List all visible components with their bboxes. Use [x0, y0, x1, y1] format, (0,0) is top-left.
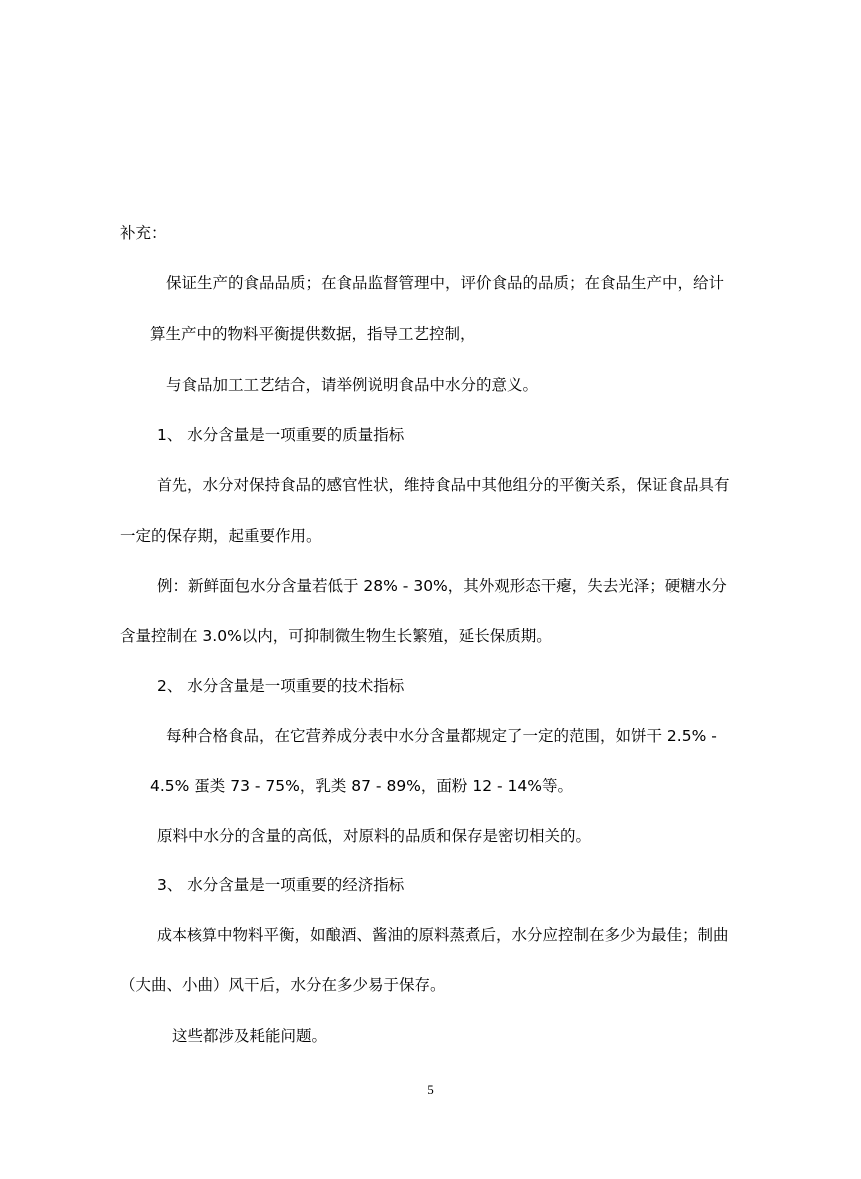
paragraph-line: [157, 474, 730, 496]
supplement-heading: 补充：: [120, 224, 167, 242]
example-line: 例：新鲜面包水分含量若低于 28% - 30%，其外观形态干瘪，失去光泽；硬糖水分: [157, 577, 727, 595]
section-title-economic: 3、 水分含量是一项重要的经济指标: [157, 876, 405, 894]
page-number: 5: [427, 1082, 434, 1097]
intro-rest-text: ，水分对保持食品的感官性状，维持食品中其他组分的平衡关系，保证食品具有: [187, 476, 730, 494]
paragraph-line: 4.5% 蛋类 73 - 75%，乳类 87 - 89%，面粉 12 - 14%等。: [150, 777, 573, 795]
paragraph-line: 这些都涉及耗能问题。: [172, 1027, 328, 1045]
example-line: 含量控制在 3.0%以内，可抑制微生物生长繁殖，延长保质期。: [120, 627, 552, 645]
cost-rest-text: 中物料平衡，如酿酒、酱油的原料蒸煮后，水分应控制在多少为最佳；制曲: [217, 926, 729, 944]
paragraph-line: 保证生产的食品品质；在食品监督管理中，评价食品的品质；在食品生产中，给计: [166, 274, 725, 292]
paragraph-line: 算生产中的物料平衡提供数据，指导工艺控制，: [150, 325, 476, 343]
paragraph-line: 原料中水分的含量的高低，对原料的品质和保存是密切相关的。: [157, 827, 592, 845]
section-title-quality: 1、 水分含量是一项重要的质量指标: [157, 426, 405, 444]
paragraph-line: 一定的保存期，起重要作用。: [120, 527, 322, 545]
section-title-technical: 2、 水分含量是一项重要的技术指标: [157, 677, 405, 695]
paragraph-line: 与食品加工工艺结合，请举例说明食品中水分的意义。: [166, 376, 539, 394]
paragraph-line: [157, 924, 729, 946]
paragraph-line: （大曲、小曲）风干后，水分在多少易于保存。: [120, 976, 446, 994]
paragraph-line: 每种合格食品，在它营养成分表中水分含量都规定了一定的范围，如饼干 2.5% -: [166, 727, 717, 745]
cost-lead-text: 成本核算: [157, 926, 218, 944]
intro-lead-text: 首先: [157, 476, 188, 494]
